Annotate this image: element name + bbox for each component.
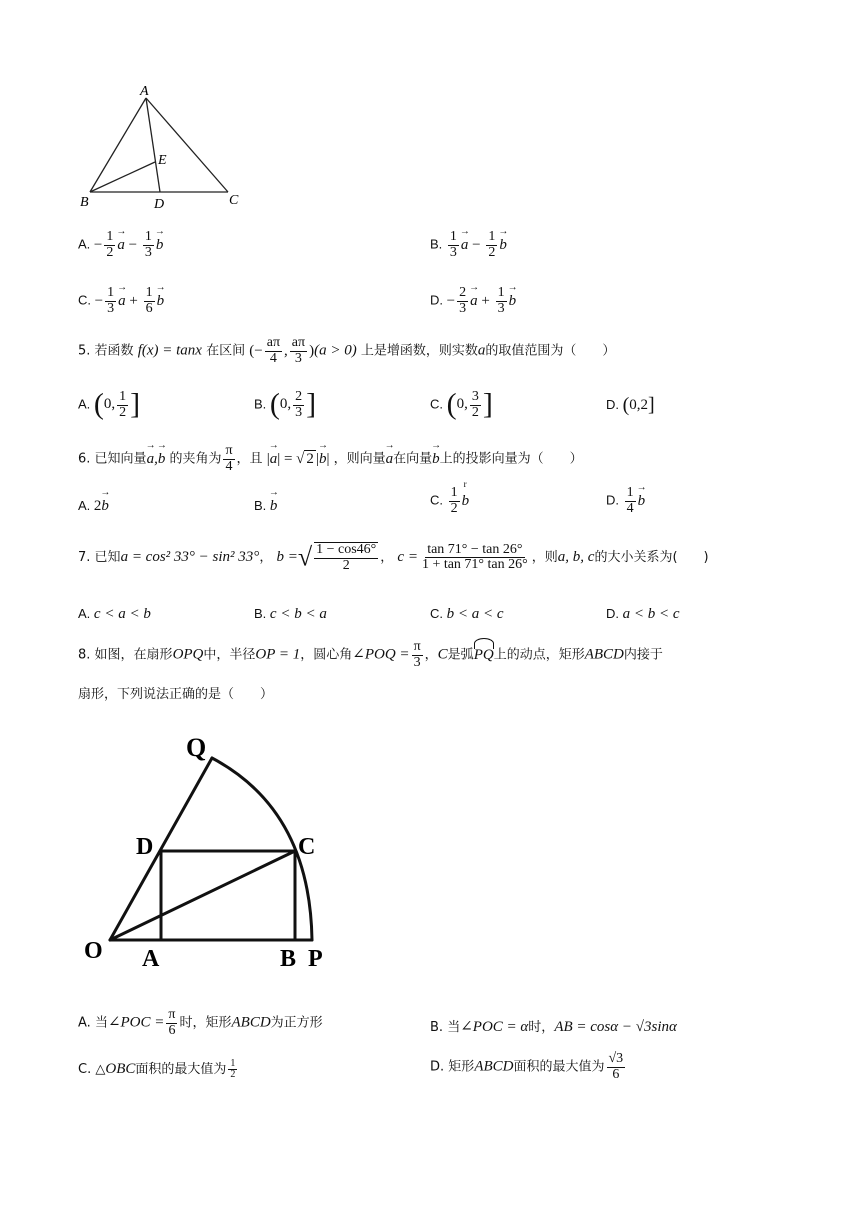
q7-option-d[interactable]: D. a < b < c <box>606 606 680 622</box>
label-P: P <box>308 946 323 972</box>
q4-option-d[interactable]: D. − $\frac{2}{3}$ → a + $\frac{1}{3}$ → b <box>430 286 516 316</box>
q7-stem: 7. 已知a = cos² 33° − sin² 33°， b =√ $\frac{1 - \cos 46^\circ}{2}$ ， c = $\frac{\tan 71^\circ - \tan 26^\circ}{1 + \tan 71^\circ \tan 26^\circ}$ ，则a, b, c的大小关系为( ) <box>78 541 709 573</box>
q5-option-c[interactable]: C. (0, $\frac{3}{2}$ ] <box>430 388 493 421</box>
q5-option-d[interactable]: D. (0,2] <box>606 394 655 416</box>
label-A: A <box>142 946 160 972</box>
q5-stem: 5. 若函数 f(x) = tanx 在区间 (− $\frac{a\pi}{4}$ , $\frac{a\pi}{3}$ )(a > 0) 上是增函数，则实数a的取值范围为（ ） <box>78 335 616 366</box>
q8-option-d[interactable]: D. 矩形ABCD面积的最大值为 $\frac{√3}{6}$ <box>430 1051 624 1082</box>
label-B: B <box>280 946 297 972</box>
q6-option-c[interactable]: C. $\frac{1}{2}$ r b <box>430 478 470 516</box>
label-C: C <box>229 193 239 208</box>
q6-option-d[interactable]: D. $\frac{1}{4}$ → b <box>606 486 645 516</box>
q8-stem-line2: 扇形，下列说法正确的是（ ） <box>78 687 274 702</box>
label-O: O <box>84 938 103 964</box>
q4-option-a[interactable]: A. − $\frac{1}{2}$ → a − $\frac{1}{3}$ → b <box>78 230 163 260</box>
label-D: D <box>136 834 154 860</box>
q6-stem: 6. 已知向量→ a,→ b 的夹角为 $\frac{\pi}{4}$ ，且 |→ a| = √ 2 |→ b| ，则向量→ a在向量→ b上的投影向量为（ ） <box>78 444 583 474</box>
q5-option-a[interactable]: A. (0, $\frac{1}{2}$ ] <box>78 388 141 421</box>
label-B: B <box>80 195 89 210</box>
q8-option-c[interactable]: C. △OBC面积的最大值为 $\frac{1}{2}$ <box>78 1057 236 1081</box>
sector-figure <box>80 720 360 980</box>
q8-option-b[interactable]: B. 当∠POC = α时，AB = cosα − √3sinα <box>430 1019 677 1035</box>
label-D: D <box>154 197 165 210</box>
q7-option-a[interactable]: A. c < a < b <box>78 606 151 622</box>
q7-option-b[interactable]: B. c < b < a <box>254 606 327 622</box>
label-A: A <box>140 84 149 99</box>
q5-option-b[interactable]: B. (0, $\frac{2}{3}$ ] <box>254 388 317 421</box>
label-Q: Q <box>186 733 207 762</box>
q8-stem: 8. 如图，在扇形OPQ中，半径OP = 1，圆心角∠POQ = $\frac{\pi}{3}$ ，C是弧 PQ上的动点，矩形ABCD内接于 <box>78 639 663 670</box>
q6-option-a[interactable]: A. 2→ b <box>78 498 109 515</box>
q6-option-b[interactable]: B. → b <box>254 498 277 515</box>
q8-option-a[interactable]: A. 当∠POC = $\frac{\pi}{6}$ 时，矩形ABCD为正方形 <box>78 1007 323 1038</box>
label-C: C <box>298 834 316 860</box>
q7-option-c[interactable]: C. b < a < c <box>430 606 504 622</box>
q4-option-c[interactable]: C. − $\frac{1}{3}$ → a + $\frac{1}{6}$ → b <box>78 286 164 316</box>
triangle-figure <box>72 80 252 210</box>
q4-option-b[interactable]: B. $\frac{1}{3}$ → a − $\frac{1}{2}$ → b <box>430 230 507 260</box>
label-E: E <box>158 153 167 168</box>
